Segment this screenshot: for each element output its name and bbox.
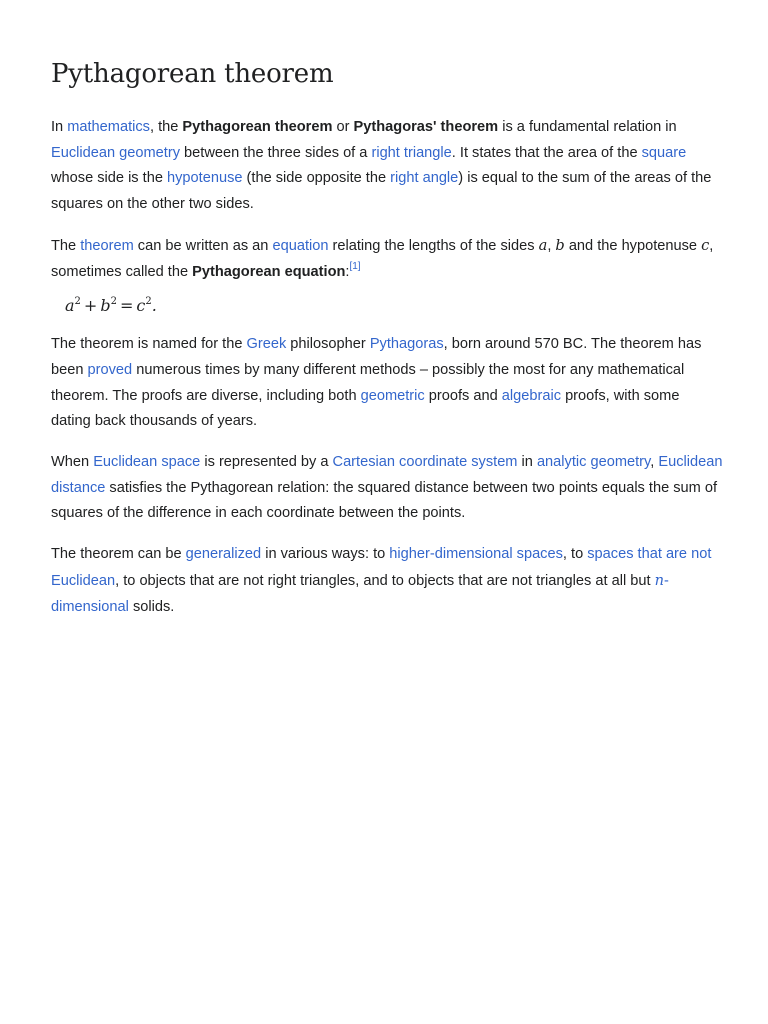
link-text: -dimensional [51, 572, 669, 615]
text: between the three sides of a [180, 144, 372, 161]
link-right-triangle[interactable]: right triangle [371, 144, 452, 161]
text: proofs, with some dating back thousands of years. [51, 387, 680, 430]
link-higher-dimensional-spaces[interactable]: higher-dimensional spaces [389, 546, 563, 563]
link-euclidean-distance[interactable]: Euclidean distance [51, 454, 723, 496]
bold-term: Pythagorean equation [192, 263, 346, 280]
eq-var-a: a [65, 296, 75, 316]
text: in various ways: to [261, 546, 390, 563]
paragraph-intro [51, 115, 723, 218]
eq-plus: + [83, 296, 98, 316]
text: (the side opposite the [242, 170, 391, 187]
text: solids. [128, 598, 175, 615]
link-geometric[interactable]: geometric [360, 387, 425, 404]
link-pythagoras[interactable]: Pythagoras [369, 336, 444, 353]
link-spaces-that-are-not-euclidean[interactable]: spaces that are not Euclidean [51, 546, 712, 589]
eq-exponent: 2 [110, 296, 117, 308]
paragraph-equation-intro [51, 233, 723, 285]
text: relating the lengths of the sides [328, 237, 539, 254]
text: whose side is the [51, 170, 168, 187]
text: numerous times by many different methods – possibly the most for any mathematical theorem. The proofs are diverse, including both [51, 361, 685, 404]
text: and the hypotenuse [564, 237, 702, 254]
text: When [51, 454, 94, 471]
math-var-a: a [538, 236, 548, 254]
link-generalized[interactable]: generalized [185, 546, 262, 563]
text: , to [562, 546, 588, 563]
eq-exponent: 2 [145, 296, 152, 308]
link-cartesian-coordinate-system[interactable]: Cartesian coordinate system [332, 454, 518, 471]
eq-var-c: c [136, 296, 146, 316]
text: , [547, 237, 556, 254]
pythagorean-equation [65, 291, 723, 321]
eq-period: . [151, 296, 157, 316]
text: . It states that the area of the [451, 144, 642, 161]
link-algebraic[interactable]: algebraic [501, 387, 562, 404]
link-theorem[interactable]: theorem [80, 237, 134, 254]
eq-var-b: b [100, 296, 111, 316]
article [51, 0, 723, 635]
link-equation[interactable]: equation [272, 237, 329, 254]
paragraph-euclidean-space [51, 450, 723, 527]
text: , the [149, 119, 183, 135]
math-var-b: b [555, 236, 565, 254]
math-var-n: n [654, 571, 664, 589]
text: : [345, 263, 350, 280]
eq-equals: = [119, 296, 134, 316]
paragraph-history [51, 332, 723, 435]
text: In [51, 119, 68, 135]
link-euclidean-space[interactable]: Euclidean space [93, 454, 201, 471]
text: is represented by a [200, 454, 333, 471]
text: The [51, 237, 81, 254]
link-greek[interactable]: Greek [246, 336, 287, 353]
text: ) is equal to the sum of the areas of the squares on the other two sides. [51, 170, 712, 213]
link-square[interactable]: square [641, 144, 687, 161]
page-title: Pythagorean theorem [51, 59, 334, 89]
bold-term: Pythagoras' theorem [353, 119, 499, 135]
link-euclidean-geometry[interactable]: Euclidean geometry [51, 144, 180, 161]
math-var-c: c [701, 236, 710, 254]
text: in [517, 454, 537, 471]
text: , born around 570 BC. The theorem has been [51, 336, 702, 378]
text: , [650, 454, 659, 471]
text: philosopher [286, 336, 370, 353]
reference-link-1[interactable]: [1] [349, 260, 361, 272]
text: satisfies the Pythagorean relation: the squared distance between two points equals the sum of squares of the difference in each coordinate between the points. [51, 479, 718, 522]
text: , sometimes called the [51, 237, 714, 280]
text: or [332, 119, 354, 135]
eq-exponent: 2 [74, 296, 81, 308]
link-analytic-geometry[interactable]: analytic geometry [536, 454, 651, 471]
text: , to objects that are not right triangles, and to objects that are not triangles at all but [115, 572, 655, 589]
bold-term: Pythagorean theorem [182, 119, 333, 135]
link-hypotenuse[interactable]: hypotenuse [167, 170, 243, 187]
text: The theorem can be [51, 546, 186, 563]
link-mathematics[interactable]: mathematics [67, 119, 150, 135]
link-proved[interactable]: proved [87, 361, 133, 378]
article-body [51, 115, 723, 620]
paragraph-generalizations [51, 542, 723, 620]
text: proofs and [424, 387, 502, 404]
text: can be written as an [133, 237, 273, 254]
text: is a fundamental relation in [498, 119, 677, 135]
text: The theorem is named for the [51, 336, 247, 353]
link-right-angle[interactable]: right angle [390, 170, 459, 187]
